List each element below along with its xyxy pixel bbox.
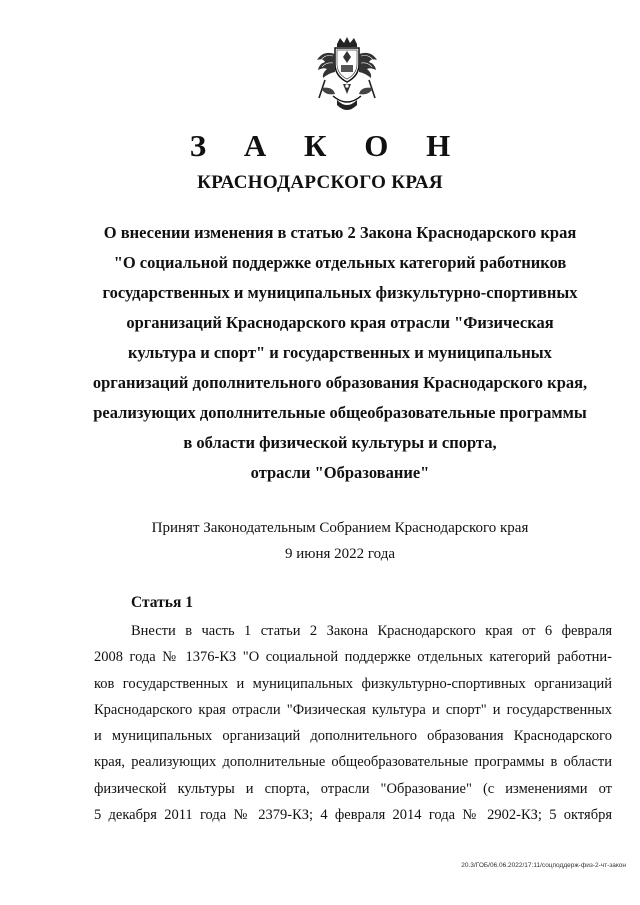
article-line: Краснодарского края отрасли "Физическая культура и спорт" и государственных (94, 701, 612, 718)
adoption-body: Принят Законодательным Собранием Краснодарского края (151, 520, 529, 536)
law-title-line: организаций дополнительного образования Краснодарского края, (92, 373, 588, 392)
law-title-line: реализующих дополнительные общеобразовательные программы (93, 403, 587, 422)
law-title (60, 218, 620, 488)
law-title-line: отрасли "Образование" (250, 463, 430, 482)
document-file-code: 20.3/ГОБ/06.06.2022/17:11/соцподдерж-физ-2-чт-закон (461, 862, 626, 869)
region-heading: КРАСНОДАРСКОГО КРАЯ (197, 172, 443, 193)
coat-of-arms-icon (313, 36, 381, 116)
document-type-heading: З А К О Н (189, 128, 466, 163)
law-title-line: культура и спорт" и государственных и муниципальных (128, 343, 552, 362)
article-line: Внести в часть 1 статьи 2 Закона Краснодарского края от 6 февраля (131, 623, 612, 639)
article-line: 2008 года № 1376-КЗ "О социальной поддержке отдельных категорий работни- (94, 649, 612, 666)
article-line: 5 декабря 2011 года № 2379-КЗ; 4 февраля 2014 года № 2902-КЗ; 5 октября (94, 807, 612, 824)
article-heading: Статья 1 (131, 594, 193, 611)
adoption-note (0, 515, 640, 567)
article-line: физической культуры и спорта, отрасли "Образование" (с изменениями от (94, 780, 612, 797)
adoption-date: 9 июня 2022 года (284, 546, 396, 562)
law-title-line: организаций Краснодарского края отрасли "Физическая (126, 313, 554, 332)
law-title-line: "О социальной поддержке отдельных категорий работников (113, 253, 567, 272)
article-line: края, реализующих дополнительные общеобразовательные программы в области (94, 754, 612, 771)
law-title-line: государственных и муниципальных физкультурно-спортивных (102, 283, 578, 302)
article-line: ков государственных и муниципальных физкультурно-спортивных организаций (94, 675, 612, 692)
law-title-line: О внесении изменения в статью 2 Закона Краснодарского края (103, 223, 577, 242)
law-title-line: в области физической культуры и спорта, (183, 433, 497, 452)
article-body (94, 618, 612, 828)
article-line: и муниципальных организаций дополнительного образования Краснодарского (94, 728, 612, 745)
